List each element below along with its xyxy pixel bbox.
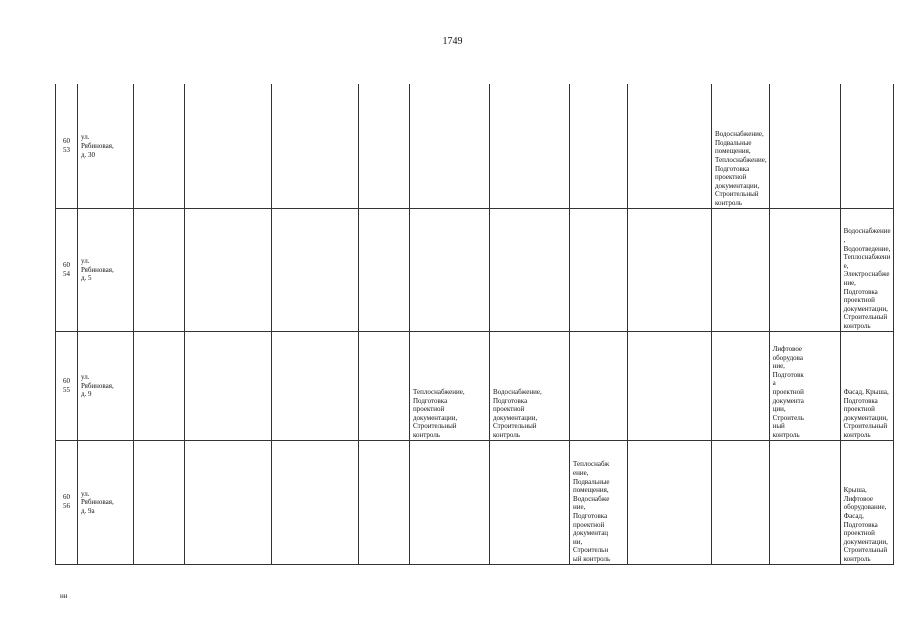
empty-cell [570,84,628,208]
cell-text-line: ул. [81,257,90,266]
empty-cell [359,208,410,331]
empty-cell [712,440,770,564]
cell-text-line: ул. [81,489,90,498]
row-number-cell [56,84,78,208]
work-type-cell [840,440,893,564]
cell-text-line: ение, [573,468,589,477]
cell-text-line: е, [843,261,849,270]
empty-cell [628,440,712,564]
empty-cell [134,208,185,331]
cell-text-line: ние, [772,362,785,371]
empty-cell [272,84,359,208]
cell-text-line: контроль [493,430,521,439]
cell-text-line: проектной [573,520,605,529]
cell-text-line: а [772,379,776,388]
cell-text-line: документа [772,396,804,405]
empty-cell [712,331,770,440]
cell-text-line: Крыша, [843,486,867,495]
row-number-cell [56,440,78,564]
cell-text-line: Подготовка [493,396,528,405]
empty-cell [185,84,272,208]
cell-text-line: Фасад, [843,511,864,520]
page-number: 1749 [442,36,463,47]
cell-text-line: ции, [772,405,786,414]
cell-text-line: проектной [715,173,747,182]
cell-text-line: Подготовк [772,370,804,379]
cell-text-line: ние, [573,503,586,512]
empty-cell [134,331,185,440]
cell-text-line: Подвальные [573,477,610,486]
cell-text-line: д. 9 [81,390,92,399]
cell-text-line: проектной [843,296,875,305]
cell-text-line: д. 9а [81,506,95,515]
cell-text-line: помещения, [573,486,609,495]
cell-text-line: Строительный [843,546,888,555]
empty-cell [769,208,840,331]
cell-text-line: 60 [63,260,70,269]
cell-text-line: ние, [843,278,856,287]
table-row [56,331,894,440]
empty-cell [185,440,272,564]
cell-text-line: контроль [772,430,800,439]
table-row [56,84,894,208]
cell-text-line: Электроснабже [843,270,890,279]
cell-text-line: Строительный [843,422,888,431]
cell-text-line: Подготовка [573,511,608,520]
cell-text-line: документации, [493,413,538,422]
cell-text-line: помещения, [715,147,751,156]
cell-text-line: контроль [843,430,871,439]
cell-text-line: документации, [413,413,458,422]
empty-cell [769,440,840,564]
row-number-cell [56,331,78,440]
cell-text-line: 60 [63,493,70,502]
cell-text-line: Подготовка [843,520,878,529]
cell-text-line: ный [772,422,785,431]
cell-text-line: проектной [843,529,875,538]
cell-text-line: 55 [63,385,70,394]
empty-cell [410,440,490,564]
cell-text-line: документац [573,529,609,538]
cell-text-line: Лифтовое [772,344,803,353]
cell-text-line: ул. [81,133,90,142]
cell-text-line: Строительный [413,422,457,431]
cell-text-line: Теплоснабжение, [413,387,465,396]
cell-text-line: Теплоснабж [573,460,610,469]
cell-text-line: проектной [843,405,875,414]
address-cell [78,440,134,564]
cell-text-line: Строительный [843,313,888,322]
cell-text-line: Лифтовое [843,494,874,503]
cell-text-line: Фасад, Крыша, [843,387,889,396]
empty-cell [134,440,185,564]
work-type-cell [570,440,628,564]
cell-text-line: Рябиновая, [81,381,114,390]
empty-cell [490,208,570,331]
cell-text-line: д. 5 [81,274,92,283]
cell-text-line: проектной [493,405,525,414]
address-cell [78,84,134,208]
cell-text-line: Водоснабжение, [715,130,764,139]
empty-cell [272,331,359,440]
works-table [55,84,894,565]
cell-text-line: Строитель [772,413,804,422]
cell-text-line: Водоснабже [573,494,610,503]
cell-text-line: д. 30 [81,150,96,159]
cell-text-line: , [843,235,846,244]
address-cell [78,208,134,331]
cell-text-line: контроль [843,321,871,330]
cell-text-line: контроль [413,430,441,439]
empty-cell [185,208,272,331]
work-type-cell [769,331,840,440]
cell-text-line: 60 [63,137,70,146]
empty-cell [359,331,410,440]
empty-cell [769,84,840,208]
cell-text-line: Подготовка [413,396,448,405]
row-number-cell [56,208,78,331]
cell-text-line: 53 [63,145,70,154]
empty-cell [134,84,185,208]
work-type-cell [490,331,570,440]
empty-cell [712,208,770,331]
empty-cell [272,208,359,331]
cell-text-line: Теплоснабжени [843,253,891,262]
empty-cell [628,208,712,331]
cell-text-line: Подготовка [715,164,750,173]
cell-text-line: Строительный [715,190,759,199]
cell-text-line: проектной [772,387,804,396]
empty-cell [490,84,570,208]
cell-text-line: Строительн [573,546,609,555]
cell-text-line: ул. [81,373,90,382]
cell-text-line: Подвальные [715,138,752,147]
work-type-cell [410,331,490,440]
table-row [56,440,894,564]
cell-text-line: Рябиновая, [81,141,114,150]
work-type-cell [840,208,893,331]
cell-text-line: Рябиновая, [81,498,114,507]
footer-mark: нн [60,592,68,600]
empty-cell [272,440,359,564]
cell-text-line: Водоснабжение [843,227,891,236]
cell-text-line: контроль [843,554,871,563]
cell-text-line: оборудова [772,353,803,362]
work-type-cell [712,84,770,208]
empty-cell [359,440,410,564]
empty-cell [359,84,410,208]
cell-text-line: документации, [843,537,888,546]
work-type-cell [840,331,893,440]
cell-text-line: Теплоснабжение, [715,155,767,164]
address-cell [78,331,134,440]
empty-cell [490,440,570,564]
empty-cell [840,84,893,208]
cell-text-line: документации, [843,413,888,422]
empty-cell [410,84,490,208]
cell-text-line: 56 [63,502,70,510]
cell-text-line: ый контроль [573,554,611,563]
cell-text-line: 54 [63,269,70,278]
cell-text-line: Водоснабжение, [493,387,542,396]
cell-text-line: контроль [715,198,743,207]
empty-cell [185,331,272,440]
cell-text-line: документации, [843,304,888,313]
cell-text-line: Водоотведение, [843,244,891,253]
table-row [56,208,894,331]
cell-text-line: документации, [715,181,760,190]
cell-text-line: Рябиновая, [81,265,114,274]
cell-text-line: 60 [63,376,70,385]
empty-cell [628,331,712,440]
cell-text-line: Подготовка [843,287,878,296]
cell-text-line: Подготовка [843,396,878,405]
cell-text-line: проектной [413,405,445,414]
cell-text-line: ии, [573,537,583,546]
empty-cell [570,208,628,331]
cell-text-line: Строительный [493,422,537,431]
cell-text-line: оборудование, [843,503,887,512]
empty-cell [410,208,490,331]
empty-cell [628,84,712,208]
empty-cell [570,331,628,440]
